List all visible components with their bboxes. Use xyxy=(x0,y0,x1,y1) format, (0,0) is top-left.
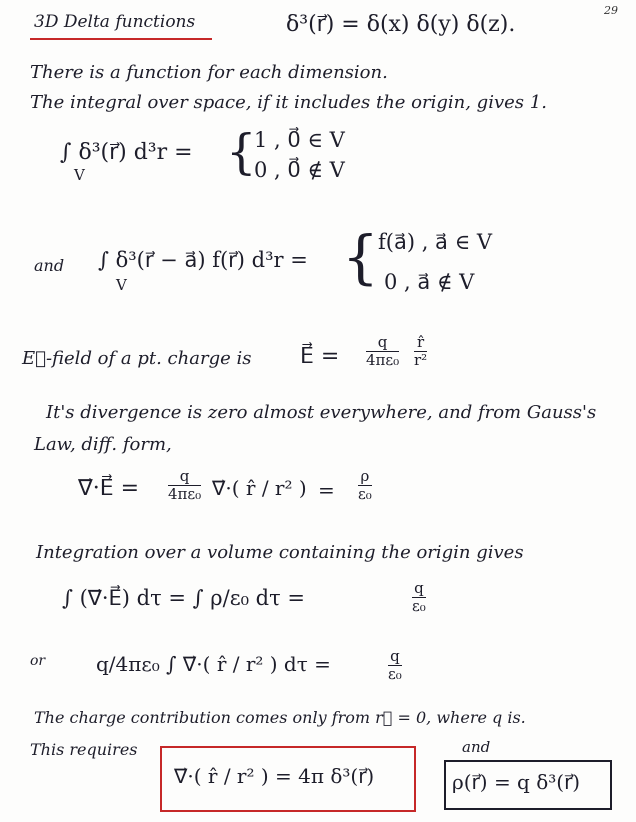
gauss-mid: ∇⃗·( r̂ / r² ) xyxy=(212,476,307,500)
text-integral-over-space: The integral over space, if it includes the origin, gives 1. xyxy=(30,92,547,113)
rho-equation: ρ(r⃗) = q δ³(r⃗) xyxy=(452,770,581,794)
integ-eq: ∫ (∇⃗·E⃗) dτ = ∫ ρ/ε₀ dτ = xyxy=(62,586,306,610)
eq2-lhs: ∫ δ³(r⃗ − a⃗) f(r⃗) d³r = xyxy=(98,248,308,272)
gauss-eps: ε₀ xyxy=(358,484,372,503)
or-q: q xyxy=(388,648,402,666)
or-label: or xyxy=(30,653,46,669)
and-label-2: and xyxy=(462,738,491,756)
eq2-case-1: f(a⃗) , a⃗ ∈ V xyxy=(378,230,492,254)
efield-coefficient xyxy=(366,334,399,368)
text-efield: E⃗-field of a pt. charge is xyxy=(22,348,252,369)
integ-rhs xyxy=(412,580,426,614)
gauss-equals: = xyxy=(318,478,335,502)
gauss-den: 4πε₀ xyxy=(168,484,202,503)
eq1-lhs: ∫ δ³(r⃗) d³r = xyxy=(60,140,193,165)
boxed-equation: ∇⃗·( r̂ / r² ) = 4π δ³(r⃗) xyxy=(174,764,375,788)
eq2-case-2: 0 , a⃗ ∉ V xyxy=(384,270,475,294)
efield-num: q xyxy=(366,334,399,352)
efield-rhat-over-r2 xyxy=(414,334,427,368)
gauss-lhs: ∇⃗·E⃗ = xyxy=(78,476,140,501)
eq1-sub: V xyxy=(74,166,85,184)
text-integration: Integration over a volume containing the origin gives xyxy=(36,542,524,563)
text-divergence-2: Law, diff. form, xyxy=(34,434,172,455)
gauss-num: q xyxy=(168,468,201,486)
or-rhs xyxy=(388,648,402,682)
or-eps: ε₀ xyxy=(388,664,402,683)
heading-underline xyxy=(30,38,212,40)
and-label: and xyxy=(34,256,65,275)
gauss-coefficient xyxy=(168,468,201,502)
efield-den: 4πε₀ xyxy=(366,350,400,369)
integ-q: q xyxy=(412,580,426,598)
or-eq: q/4πε₀ ∫ ∇⃗·( r̂ / r² ) dτ = xyxy=(96,652,331,676)
efield-r2: r² xyxy=(414,350,428,369)
gauss-rhs xyxy=(358,468,372,502)
text-requires: This requires xyxy=(30,740,138,759)
eq2-sub: V xyxy=(116,276,127,294)
eq2-brace: { xyxy=(342,223,379,291)
gauss-rho: ρ xyxy=(358,468,372,486)
eq1-case-2: 0 , 0⃗ ∉ V xyxy=(254,158,345,182)
eq1-case-1: 1 , 0⃗ ∈ V xyxy=(254,128,345,152)
eq1-brace: { xyxy=(226,124,257,180)
heading-equation: δ³(r⃗) = δ(x) δ(y) δ(z). xyxy=(286,12,516,37)
text-charge-contribution: The charge contribution comes only from r⃗ = 0, where q is. xyxy=(34,708,526,727)
efield-rhat: r̂ xyxy=(414,334,427,352)
page-number: 29 xyxy=(604,4,618,17)
efield-lhs: E⃗ = xyxy=(300,344,340,369)
text-divergence-1: It's divergence is zero almost everywhere, and from Gauss's xyxy=(46,402,597,423)
text-each-dimension: There is a function for each dimension. xyxy=(30,62,388,83)
integ-eps: ε₀ xyxy=(412,596,426,615)
section-heading: 3D Delta functions xyxy=(34,12,196,32)
